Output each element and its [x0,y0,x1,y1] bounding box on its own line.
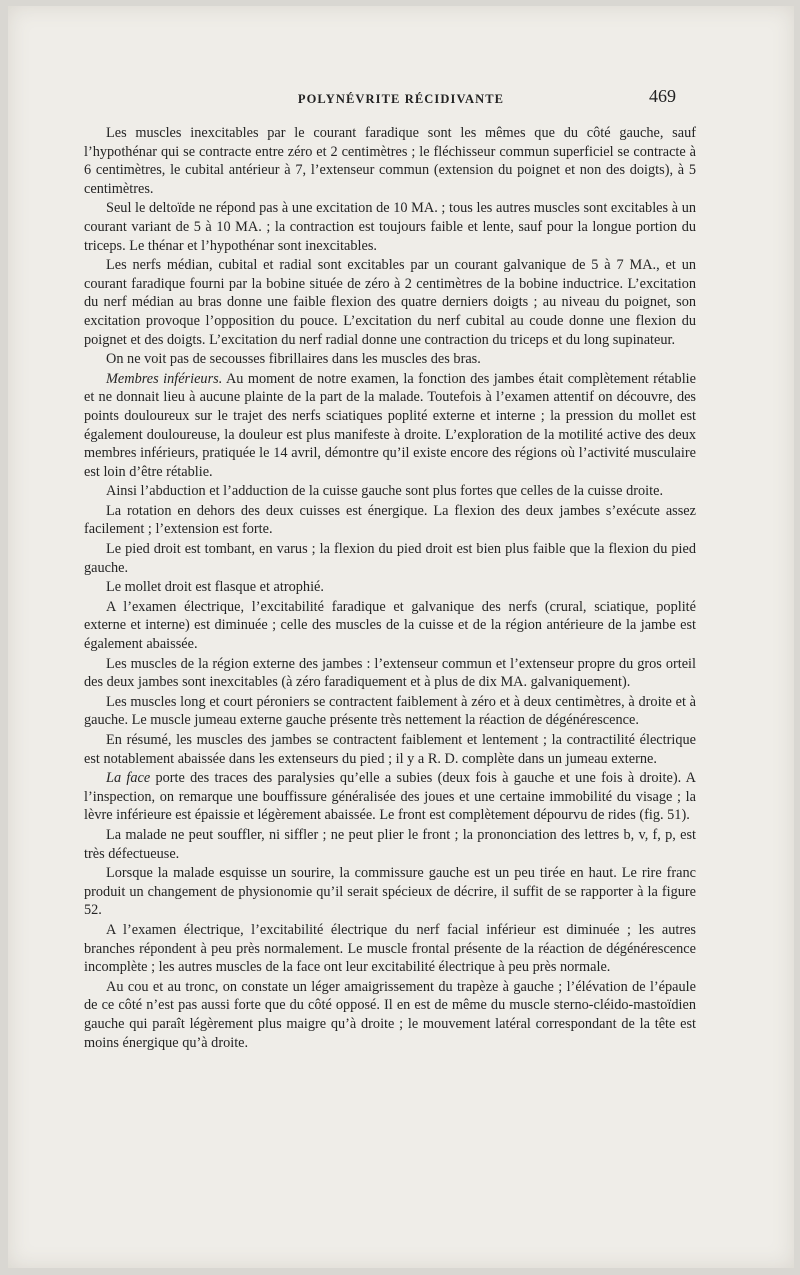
paragraph: La rotation en dehors des deux cuisses est énergique. La flexion des deux jambes s’exécute assez facilement ; l’extension est forte. [84,502,696,538]
paragraph: Les muscles de la région externe des jambes : l’extenseur commun et l’extenseur propre du gros orteil des deux jambes sont inexcitables (à zéro faradiquement et à plus de dix MA. galvaniquement). [84,655,696,691]
paragraph: En résumé, les muscles des jambes se contractent faiblement et lentement ; la contractilité électrique est notablement abaissée dans les extenseurs du pied ; il y a R. D. complète dans un jumeau externe. [84,732,696,767]
body-text [84,124,696,1053]
running-title: POLYNÉVRITE RÉCIDIVANTE [297,92,505,106]
page-header [8,88,794,112]
section-lead: Membres inférieurs. [106,370,223,387]
paragraph: Les nerfs médian, cubital et radial sont excitables par un courant galvanique de 5 à 7 MA., et un courant faradique fourni par la bobine située de zéro à 2 centimètres de la bobine inductrice. L’excitation du nerf médian au bras donne une faible flexion des quatre derniers doigts ; au niveau du poignet, son excitation provoque l’opposition du pouce. L’excitation du nerf cubital au coude donne une flexion du poignet et des doigts. L’excitation du nerf radial donne une contraction du triceps et du long supinateur. [84,257,696,348]
paragraph: Ainsi l’abduction et l’adduction de la cuisse gauche sont plus fortes que celles de la cuisse droite. [106,483,664,500]
paragraph-text: Au moment de notre examen, la fonction des jambes était complètement rétablie et ne donnait lieu à aucune plainte de la part de la malade. Toutefois à l’examen attentif on découvre, des points douloureux sur le trajet des nerfs sciatiques poplité externe et interne ; la pression du mollet est également douloureuse, la douleur est plus manifeste à droite. L’exploration de la motilité active des deux membres inférieurs, pratiquée le 14 avril, démontre qu’il existe encore des régions où l’activité musculaire est loin d’être rétablie. [84,370,696,480]
paragraph: On ne voit pas de secousses fibrillaires dans les muscles des bras. [106,351,481,368]
paragraph: Lorsque la malade esquisse un sourire, la commissure gauche est un peu tirée en haut. Le rire franc produit un changement de physionomie qu’il serait spécieux de décrire, il suffit de se rapporter à la figure 52. [84,865,696,919]
book-page [8,6,794,1268]
paragraph-text: porte des traces des paralysies qu’elle a subies (deux fois à gauche et une fois à droite). A l’inspection, on remarque une bouffissure généralisée des joues et une certaine immobilité du visage ; la lèvre inférieure est épaissie et légèrement abaissée. Le front est complètement dépourvu de rides (fig. 51). [84,770,696,824]
paragraph: A l’examen électrique, l’excitabilité électrique du nerf facial inférieur est diminuée ; les autres branches répondent à peu près normalement. Le muscle frontal présente de la réaction de dégénérescence incomplète ; les autres muscles de la face ont leur excitabilité électrique à peu près normale. [84,921,696,976]
paragraph: Le pied droit est tombant, en varus ; la flexion du pied droit est bien plus faible que la flexion du pied gauche. [84,541,696,576]
paragraph: Les muscles long et court péroniers se contractent faiblement à zéro et à deux centimètres, à droite et à gauche. Le muscle jumeau externe gauche présente très nettement la réaction de dégénérescence. [84,693,696,729]
paragraph: Le mollet droit est flasque et atrophié. [106,579,324,596]
paragraph [84,769,696,825]
paragraph [84,370,696,482]
paragraph: Au cou et au tronc, on constate un léger amaigrissement du trapèze à gauche ; l’élévation de l’épaule de ce côté n’est pas aussi forte que du côté opposé. Il en est de même du muscle sterno-cléido-mastoïdien gauche qui paraît légèrement plus maigre qu’à droite ; le mouvement latéral correspondant de la tête est moins énergique qu’à droite. [84,978,696,1051]
section-lead: La face [106,770,151,787]
paragraph: A l’examen électrique, l’excitabilité faradique et galvanique des nerfs (crural, sciatique, poplité externe et interne) est diminuée ; celle des muscles de la cuisse et de la région antérieure de la jambe est également abaissée. [84,598,696,653]
paragraph: Seul le deltoïde ne répond pas à une excitation de 10 MA. ; tous les autres muscles sont excitables à un courant variant de 5 à 10 MA. ; la contraction est toujours faible et lente, sauf pour la longue portion du triceps. Le thénar et l’hypothénar sont inexcitables. [84,200,696,254]
paragraph: Les muscles inexcitables par le courant faradique sont les mêmes que du côté gauche, sauf l’hypothénar qui se contracte entre zéro et 2 centimètres ; le fléchisseur commun superficiel se contracte à 6 centimètres, le cubital antérieur à 7, l’extenseur commun (extension du poignet et non des doigts), à 5 centimètres. [84,125,696,197]
page-number: 469 [649,86,676,106]
paragraph: La malade ne peut souffler, ni siffler ; ne peut plier le front ; la prononciation des lettres b, v, f, p, est très défectueuse. [84,826,696,862]
